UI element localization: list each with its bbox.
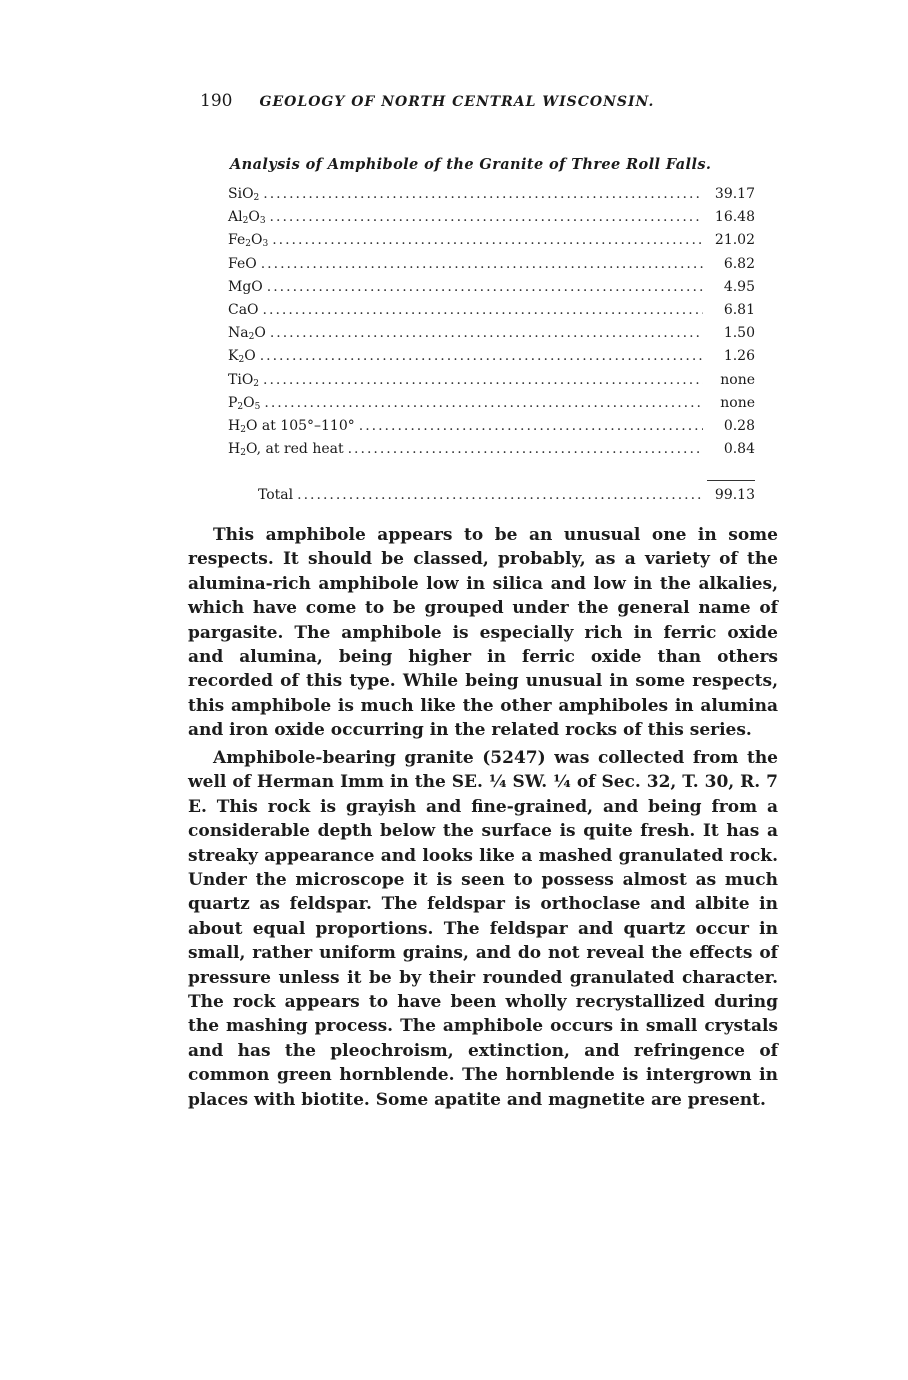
total-row (258, 487, 755, 510)
leader-dots (270, 209, 703, 225)
leader-dots (263, 186, 703, 202)
component-value: none (720, 371, 755, 388)
component-label: $Fe_2O_3$ (228, 232, 269, 250)
component-label: FeO (228, 255, 257, 272)
component-value: none (720, 394, 755, 411)
analysis-table (228, 186, 755, 464)
component-value: 4.95 (723, 278, 755, 295)
table-row (228, 232, 755, 255)
leader-dots (272, 232, 703, 248)
table-row (228, 209, 755, 232)
leader-dots (263, 372, 703, 388)
table-row (228, 395, 755, 418)
component-value: 6.81 (723, 301, 755, 318)
component-label: $Na_2O$ (228, 325, 266, 343)
component-label: SiO$_2$ (228, 186, 260, 203)
component-label: CaO (228, 301, 259, 318)
leader-dots (267, 279, 703, 295)
running-title: GEOLOGY OF NORTH CENTRAL WISCONSIN. (259, 94, 655, 110)
total-value: 99.13 (714, 487, 755, 503)
component-value: 6.82 (723, 255, 755, 272)
component-value: 1.50 (723, 325, 755, 342)
component-label: $Al_2O_3$ (228, 209, 266, 227)
table-row (228, 372, 755, 395)
leader-dots (263, 302, 703, 318)
leader-dots (359, 418, 703, 434)
component-value: 16.48 (714, 209, 755, 226)
leader-dots (260, 348, 703, 364)
component-value: 39.17 (714, 186, 755, 202)
table-row (228, 186, 755, 209)
total-label: Total (258, 487, 294, 503)
leader-dots (297, 487, 703, 503)
table-row (228, 348, 755, 371)
table-row (228, 418, 755, 441)
component-value: 0.84 (723, 441, 755, 458)
total-rule (707, 480, 755, 481)
leader-dots (264, 395, 703, 411)
component-label: MgO (228, 278, 263, 295)
component-value: 21.02 (714, 232, 755, 249)
component-label: TiO$_2$ (228, 371, 260, 389)
table-row (228, 302, 755, 325)
table-row (228, 441, 755, 464)
component-label: $P_2O_5$ (228, 394, 261, 412)
paragraph-2: Amphibole-bearing granite (5247) was collected from the well of Herman Imm in the SE. ¼ SW. ¼ of Sec. 32, T. 30, R. 7 E. This rock is grayish and fine-grained, and being from a considerable depth below the surface is quite fresh. It has a streaky appearance and looks like a mashed granulated rock. Under the microscope it is seen to possess almost as much quartz as feldspar. The feldspar is orthoclase and albite in about equal proportions. The feldspar and quartz occur in small, rather uniform grains, and do not reveal the effects of pressure unless it be by their rounded granulated character. The rock appears to have been wholly recrystallized during the mashing process. The amphibole occurs in small crystals and has the pleochroism, extinction, and refringence of common green hornblende. The hornblende is intergrown in places with biotite. Some apatite and magnetite are present. (188, 748, 778, 1110)
component-label: $K_2O$ (228, 348, 256, 366)
component-label: $H_2O$ at 105°–110° (228, 417, 355, 435)
leader-dots (261, 256, 703, 272)
table-row (228, 325, 755, 348)
table-title: Analysis of Amphibole of the Granite of Three Roll Falls. (230, 156, 712, 173)
component-value: 0.28 (723, 417, 755, 434)
page-number: 190 (200, 91, 233, 111)
table-row (228, 279, 755, 302)
leader-dots (348, 441, 703, 457)
page-header (200, 91, 654, 111)
table-row (228, 256, 755, 279)
component-value: 1.26 (723, 348, 755, 365)
paragraph-1: This amphibole appears to be an unusual one in some respects. It should be classed, probably, as a variety of the alumina-rich amphibole low in silica and low in the alkalies, which have come to be grouped under the general name of pargasite. The amphibole is especially rich in ferric oxide and alumina, being higher in ferric oxide than others recorded of this type. While being unusual in some respects, this amphibole is much like the other amphiboles in alumina and iron oxide occurring in the related rocks of this series. (188, 525, 778, 741)
leader-dots (270, 325, 703, 341)
component-label: $H_2O$, at red heat (228, 441, 344, 459)
